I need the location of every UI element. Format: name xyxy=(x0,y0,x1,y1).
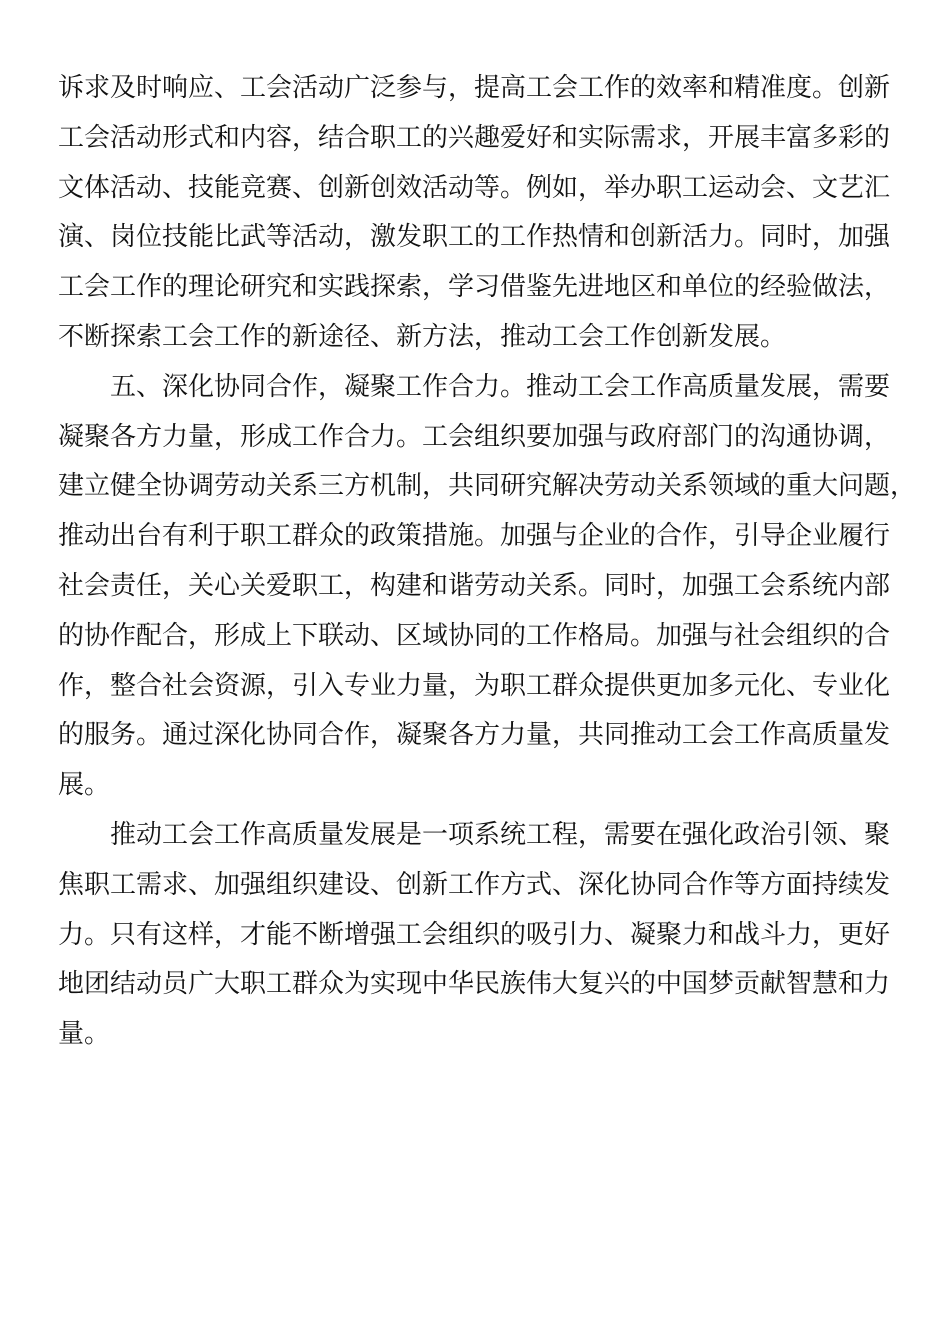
text-line: 作，整合社会资源，引入专业力量，为职工群众提供更加多元化、专业化 xyxy=(58,670,891,701)
paragraph-innovation-continued xyxy=(58,64,892,363)
text-line: 工会工作的理论研究和实践探索，学习借鉴先进地区和单位的经验做法， xyxy=(58,272,891,303)
text-line: 焦职工需求、加强组织建设、创新工作方式、深化协同合作等方面持续发 xyxy=(58,869,891,900)
text-line: 推动出台有利于职工群众的政策措施。加强与企业的合作，引导企业履行 xyxy=(58,521,891,552)
text-line: 五、深化协同合作，凝聚工作合力。推动工会工作高质量发展，需要 xyxy=(58,371,891,402)
text-line: 的协作配合，形成上下联动、区域协同的工作格局。加强与社会组织的合 xyxy=(58,620,891,651)
text-line: 建立健全协调劳动关系三方机制，共同研究解决劳动关系领域的重大问题， xyxy=(58,471,917,502)
text-line: 展。 xyxy=(58,770,111,801)
text-line: 文体活动、技能竞赛、创新创效活动等。例如，举办职工运动会、文艺汇 xyxy=(58,172,891,203)
text-line: 推动工会工作高质量发展是一项系统工程，需要在强化政治引领、聚 xyxy=(58,819,891,850)
text-line: 不断探索工会工作的新途径、新方法，推动工会工作创新发展。 xyxy=(58,321,787,352)
text-line: 工会活动形式和内容，结合职工的兴趣爱好和实际需求，开展丰富多彩的 xyxy=(58,122,891,153)
document-body xyxy=(58,64,917,1060)
text-line: 地团结动员广大职工群众为实现中华民族伟大复兴的中国梦贡献智慧和力 xyxy=(58,969,891,1000)
text-line: 量。 xyxy=(58,1019,111,1050)
text-line: 诉求及时响应、工会活动广泛参与，提高工会工作的效率和精准度。创新 xyxy=(58,73,891,103)
text-line: 力。只有这样，才能不断增强工会组织的吸引力、凝聚力和战斗力，更好 xyxy=(58,919,891,950)
text-line: 演、岗位技能比武等活动，激发职工的工作热情和创新活力。同时，加强 xyxy=(58,222,891,253)
paragraph-section-five xyxy=(58,363,917,811)
text-line: 社会责任，关心关爱职工，构建和谐劳动关系。同时，加强工会系统内部 xyxy=(58,570,891,601)
paragraph-conclusion xyxy=(58,811,892,1060)
text-line: 凝聚各方力量，形成工作合力。工会组织要加强与政府部门的沟通协调， xyxy=(58,421,891,452)
text-line: 的服务。通过深化协同合作，凝聚各方力量，共同推动工会工作高质量发 xyxy=(58,720,891,751)
